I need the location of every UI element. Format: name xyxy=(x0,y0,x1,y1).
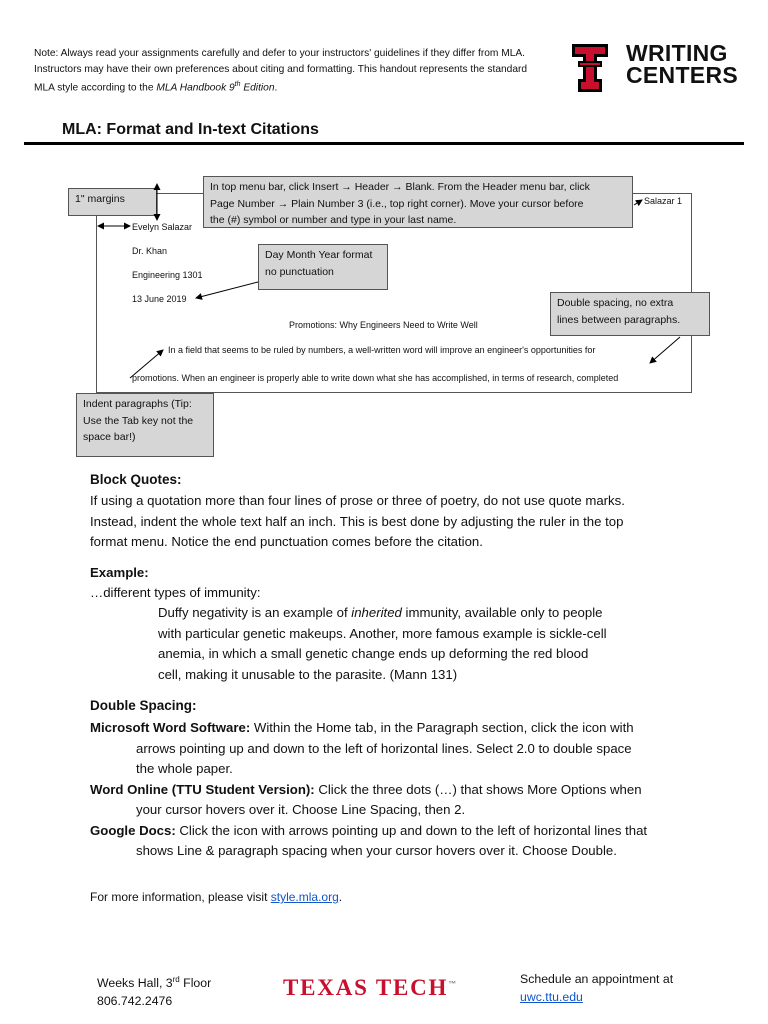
body-line-1: In a field that seems to be ruled by numbers, a well-written word will improve an engineer's opportunities for xyxy=(168,345,596,355)
header-callout-line-1: In top menu bar, click Insert → Header → Blank. From the Header menu bar, click xyxy=(210,181,590,193)
note-line-2: Instructors may have their own preferences about citing and formatting. This handout represents the standard xyxy=(34,63,528,75)
date-callout-line-1: Day Month Year format xyxy=(265,249,373,261)
block-quotes-line-2: Instead, indent the whole text half an inch. This is best done by adjusting the ruler in the top xyxy=(90,513,624,529)
word-line-1: Microsoft Word Software: Within the Home tab, in the Paragraph section, click the icon with xyxy=(90,720,634,735)
margins-callout xyxy=(68,188,157,216)
student-name: Evelyn Salazar xyxy=(132,222,193,232)
spacing-callout-line-2: lines between paragraphs. xyxy=(557,313,681,326)
title-rule xyxy=(24,142,744,145)
gdocs-line-2: shows Line & paragraph spacing when your cursor hovers over it. Choose Double. xyxy=(136,843,617,858)
instructor-name: Dr. Khan xyxy=(132,246,168,256)
word-line-2: arrows pointing up and down to the left of horizontal lines. Select 2.0 to double space xyxy=(136,740,632,756)
texas-tech-logo: TEXAS TECH™ xyxy=(283,975,457,1000)
block-quotes-text xyxy=(90,491,625,553)
quote-line-3: anemia, in which a small genetic change ends up deforming the red blood xyxy=(158,646,589,661)
mla-style-link[interactable]: style.mla.org xyxy=(270,890,339,904)
writing-centers-logo xyxy=(626,42,738,86)
course-name: Engineering 1301 xyxy=(132,270,203,280)
schedule-text: Schedule an appointment at xyxy=(520,972,674,986)
running-header: Salazar 1 xyxy=(644,196,683,206)
spacing-callout-line-1: Double spacing, no extra xyxy=(557,297,674,309)
quote-line-4: cell, making it unusable to the parasite. (Mann 131) xyxy=(158,666,458,682)
indent-callout xyxy=(76,393,214,457)
uwc-link[interactable]: uwc.ttu.edu xyxy=(520,989,583,1004)
note-line-3: MLA style according to the MLA Handbook 9th Edition. xyxy=(34,81,278,94)
quote-line-2: with particular genetic makeups. Another, more famous example is sickle-cell xyxy=(158,625,607,641)
online-line-1: Word Online (TTU Student Version): Click the three dots (…) that shows More Options when xyxy=(90,781,642,797)
indent-callout-line-1: Indent paragraphs (Tip: xyxy=(83,398,192,410)
word-line-3: the whole paper. xyxy=(136,761,233,776)
double-spacing-text xyxy=(90,718,647,862)
margins-label: 1" margins xyxy=(75,193,125,205)
block-quote-example xyxy=(158,603,607,685)
quote-line-1: Duffy negativity is an example of inherited immunity, available only to people xyxy=(158,605,603,620)
double-t-logo-icon xyxy=(572,44,608,92)
indent-callout-line-3: space bar!) xyxy=(83,431,136,443)
header-callout xyxy=(203,176,633,228)
header-callout-line-2: Page Number → Plain Number 3 (i.e., top right corner). Move your cursor before xyxy=(210,197,584,210)
date-callout-line-2: no punctuation xyxy=(265,265,334,278)
body-line-2: promotions. When an engineer is properly able to write down what she has accomplished, in terms of research, completed xyxy=(132,373,619,383)
footer-schedule xyxy=(520,971,673,1006)
note-line-1: Note: Always read your assignments carefully and defer to your instructors' guidelines if they differ from MLA. xyxy=(34,48,525,59)
page-title: MLA: Format and In-text Citations xyxy=(62,121,319,138)
block-quotes-line-1: If using a quotation more than four lines of prose or three of poetry, do not use quote marks. xyxy=(90,493,625,508)
spacing-callout xyxy=(550,292,710,336)
double-spacing-heading: Double Spacing: xyxy=(90,698,197,713)
example-heading: Example: xyxy=(90,565,149,580)
header-callout-line-3: the (#) symbol or number and type in your last name. xyxy=(210,214,457,226)
logo-line-1: WRITING xyxy=(626,40,728,66)
date-line: 13 June 2019 xyxy=(132,294,187,304)
logo-line-2: CENTERS xyxy=(626,62,739,88)
example-intro: …different types of immunity: xyxy=(90,585,261,600)
block-quotes-heading: Block Quotes: xyxy=(90,472,182,487)
block-quotes-line-3: format menu. Notice the end punctuation comes before the citation. xyxy=(90,534,483,549)
gdocs-line-1: Google Docs: Click the icon with arrows pointing up and down to the left of horizontal lines that xyxy=(90,822,648,838)
more-info: For more information, please visit style.mla.org. xyxy=(90,890,343,904)
indent-callout-line-2: Use the Tab key not the xyxy=(83,414,194,427)
footer-address xyxy=(97,971,211,1010)
doc-title: Promotions: Why Engineers Need to Write Well xyxy=(289,320,478,330)
header-note xyxy=(34,46,554,96)
footer-location: Weeks Hall, 3rd Floor xyxy=(97,975,212,991)
footer-phone: 806.742.2476 xyxy=(97,993,173,1008)
date-callout xyxy=(258,244,388,290)
online-line-2: your cursor hovers over it. Choose Line Spacing, then 2. xyxy=(136,802,466,817)
